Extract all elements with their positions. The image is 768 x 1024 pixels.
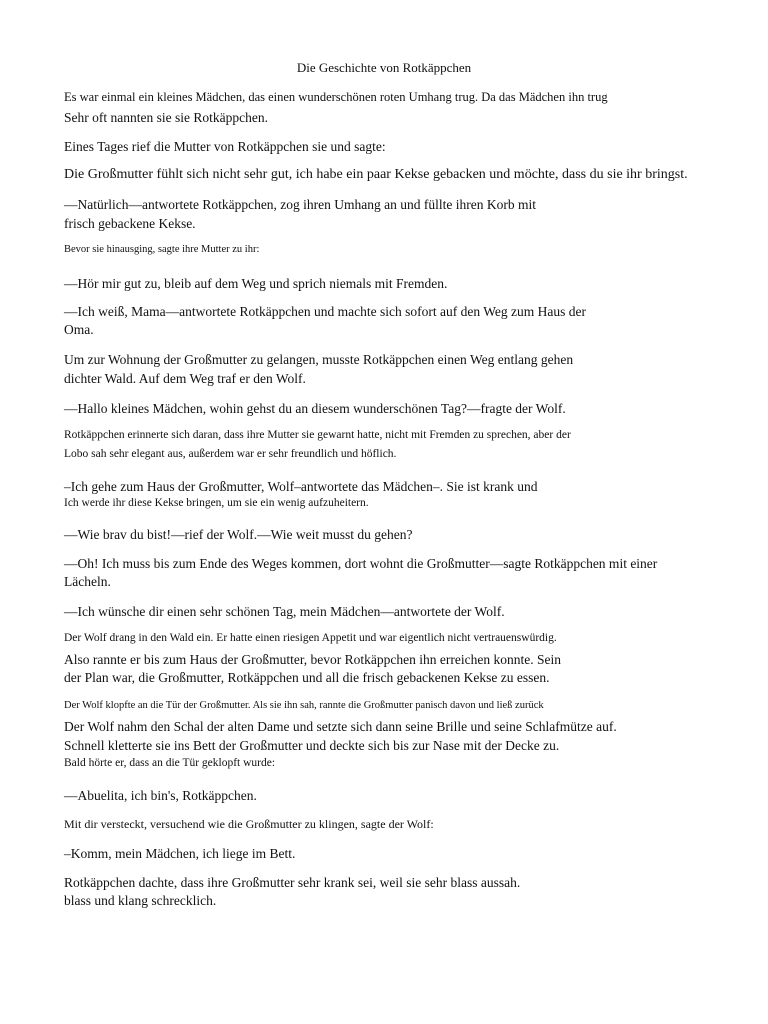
- text-line: der Plan war, die Großmutter, Rotkäppchen und all die frisch gebackenen Kekse zu essen.: [64, 670, 550, 685]
- text-line: —Hör mir gut zu, bleib auf dem Weg und sprich niemals mit Fremden.: [64, 276, 448, 291]
- text-line: dichter Wald. Auf dem Weg traf er den Wolf.: [64, 371, 306, 386]
- text-line: —Oh! Ich muss bis zum Ende des Weges kommen, dort wohnt die Großmutter—sagte Rotkäppchen mit einer: [64, 556, 658, 571]
- text-line: Also rannte er bis zum Haus der Großmutter, bevor Rotkäppchen ihn erreichen konnte. Sein: [64, 652, 561, 667]
- text-line: frisch gebackene Kekse.: [64, 216, 196, 231]
- text-line: Um zur Wohnung der Großmutter zu gelangen, musste Rotkäppchen einen Weg entlang gehen: [64, 352, 574, 367]
- text-line: –Ich gehe zum Haus der Großmutter, Wolf–antwortete das Mädchen–. Sie ist krank und: [64, 479, 538, 494]
- text-line: Schnell kletterte sie ins Bett der Großmutter und deckte sich bis zur Nase mit der Decke zu.: [64, 738, 560, 753]
- text-line: blass und klang schrecklich.: [64, 893, 217, 908]
- text-line: Bevor sie hinausging, sagte ihre Mutter zu ihr:: [64, 244, 260, 255]
- text-line: Der Wolf nahm den Schal der alten Dame und setzte sich dann seine Brille und seine Schlafmütze auf.: [64, 719, 617, 734]
- text-line: –Komm, mein Mädchen, ich liege im Bett.: [64, 846, 296, 861]
- text-line: Mit dir versteckt, versuchend wie die Großmutter zu klingen, sagte der Wolf:: [64, 817, 434, 831]
- text-line: —Ich wünsche dir einen sehr schönen Tag, mein Mädchen—antwortete der Wolf.: [64, 604, 505, 619]
- text-line: Lobo sah sehr elegant aus, außerdem war er sehr freundlich und höflich.: [64, 448, 397, 460]
- text-line: Bald hörte er, dass an die Tür geklopft wurde:: [64, 757, 276, 769]
- text-line: Rotkäppchen erinnerte sich daran, dass ihre Mutter sie gewarnt hatte, nicht mit Fremden zu sprechen, aber der: [64, 429, 571, 441]
- text-line: Es war einmal ein kleines Mädchen, das einen wunderschönen roten Umhang trug. Da das Mädchen ihn trug: [64, 90, 608, 104]
- text-line: —Hallo kleines Mädchen, wohin gehst du an diesem wunderschönen Tag?—fragte der Wolf.: [64, 401, 566, 416]
- text-line: Rotkäppchen dachte, dass ihre Großmutter sehr krank sei, weil sie sehr blass aussah.: [64, 875, 521, 890]
- text-line: Der Wolf drang in den Wald ein. Er hatte einen riesigen Appetit und war eigentlich nicht vertrauenswürdig.: [64, 632, 557, 644]
- text-line: —Abuelita, ich bin's, Rotkäppchen.: [64, 788, 257, 803]
- document-title: Die Geschichte von Rotkäppchen: [296, 60, 472, 75]
- text-line: —Natürlich—antwortete Rotkäppchen, zog ihren Umhang an und füllte ihren Korb mit: [64, 197, 536, 212]
- text-line: Eines Tages rief die Mutter von Rotkäppchen sie und sagte:: [64, 139, 386, 154]
- text-line: Sehr oft nannten sie sie Rotkäppchen.: [64, 110, 268, 125]
- text-line: Ich werde ihr diese Kekse bringen, um sie ein wenig aufzuheitern.: [64, 497, 369, 509]
- text-line: Der Wolf klopfte an die Tür der Großmutter. Als sie ihn sah, rannte die Großmutter panisch davon und ließ zurück: [64, 700, 544, 711]
- text-line: —Wie brav du bist!—rief der Wolf.—Wie weit musst du gehen?: [64, 527, 413, 542]
- text-line: Lächeln.: [64, 574, 111, 589]
- text-line: Oma.: [64, 322, 94, 337]
- text-line: Die Großmutter fühlt sich nicht sehr gut, ich habe ein paar Kekse gebacken und möchte, dass du sie ihr bringst.: [64, 167, 688, 182]
- text-line: —Ich weiß, Mama—antwortete Rotkäppchen und machte sich sofort auf den Weg zum Haus der: [64, 304, 587, 319]
